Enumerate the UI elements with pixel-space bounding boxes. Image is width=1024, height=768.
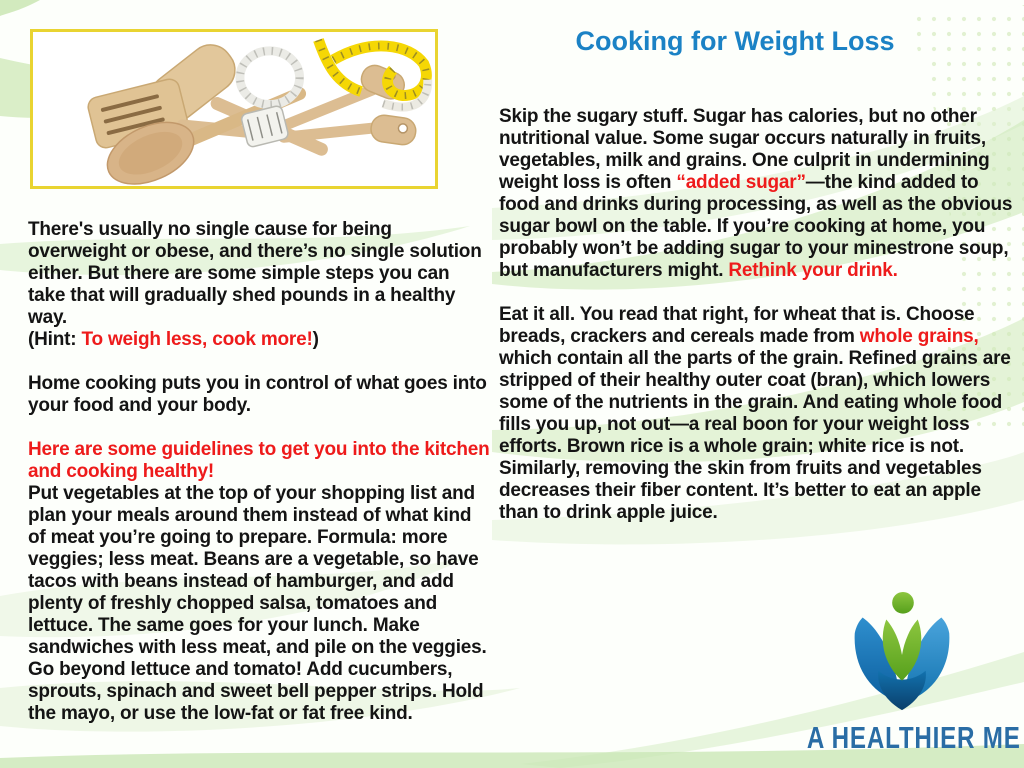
body-text: Put vegetables at the top of your shopping list and plan your meals around them instead of what kind of meat you’re going to prepare. Formula: more veggies; less meat. Beans are a vegetable, so have tacos with beans instead of hamburger, and add plenty of freshly chopped salsa, tomatoes and lettuce. The same goes for your lunch. Make sandwiches with less meat, and pile on the veggies. Go beyond lettuce and tomato! Add cucumbers, sprouts, spinach and sweet bell pepper strips. Hold the mayo, or use the low-fat or fat free kind. bbox=[28, 483, 487, 724]
healthier-me-logo bbox=[780, 590, 1024, 756]
paragraph-home-cooking bbox=[28, 373, 490, 417]
body-text: —the kind added to food and drinks during processing, as well as the obvious sugar bowl on the table. If you’re cooking at home, you probably won’t be adding sugar to your minestrone soup, but manufacturers might. bbox=[499, 172, 1013, 281]
lotus-person-icon bbox=[841, 590, 963, 714]
highlighted-text: To weigh less, cook more! bbox=[81, 329, 313, 350]
page-title: Cooking for Weight Loss bbox=[575, 26, 895, 56]
paragraph-intro bbox=[28, 219, 490, 351]
paragraph-skip-sugar bbox=[499, 106, 1019, 282]
paragraph-eat-it-all bbox=[499, 304, 1019, 524]
body-text: Skip the sugary stuff. Sugar has calories, but no other nutritional value. Some sugar occurs naturally in fruits, vegetables, milk and grains. One culprit in undermining weight loss is often bbox=[499, 106, 990, 193]
body-text: Eat it all. You read that right, for wheat that is. Choose breads, crackers and cereals made from bbox=[499, 304, 975, 347]
body-text: which contain all the parts of the grain. Refined grains are stripped of their healthy outer coat (bran), which lowers some of the nutrients in the grain. And eating whole food fills you up, not out—a real boon for your weight loss efforts. Brown rice is a whole grain; white rice is not. Similarly, removing the skin from fruits and vegetables decreases their fiber content. It’s better to eat an apple than to drink apple juice. bbox=[499, 348, 1011, 523]
photo-frame bbox=[30, 29, 438, 189]
left-text-column bbox=[28, 219, 490, 725]
body-text: There's usually no single cause for being overweight or obese, and there’s no single solution either. But there are some simple steps you can take that will gradually shed pounds in a healthy way. bbox=[28, 219, 482, 328]
highlighted-text: Here are some guidelines to get you into the kitchen and cooking healthy! bbox=[28, 439, 490, 482]
right-text-column bbox=[499, 106, 1019, 524]
highlighted-text: whole grains, bbox=[859, 326, 979, 347]
wooden-utensils-tied-with-measuring-tape-photo bbox=[33, 32, 435, 186]
logo-wordmark: A HEALTHIER ME bbox=[806, 720, 1021, 755]
body-text: (Hint: bbox=[28, 329, 82, 350]
body-text: ) bbox=[312, 329, 319, 350]
highlighted-text: Rethink your drink. bbox=[728, 260, 898, 281]
body-text: Home cooking puts you in control of what goes into your food and your body. bbox=[28, 373, 487, 416]
paragraph-guidelines bbox=[28, 439, 490, 725]
highlighted-text: “added sugar” bbox=[676, 172, 806, 193]
